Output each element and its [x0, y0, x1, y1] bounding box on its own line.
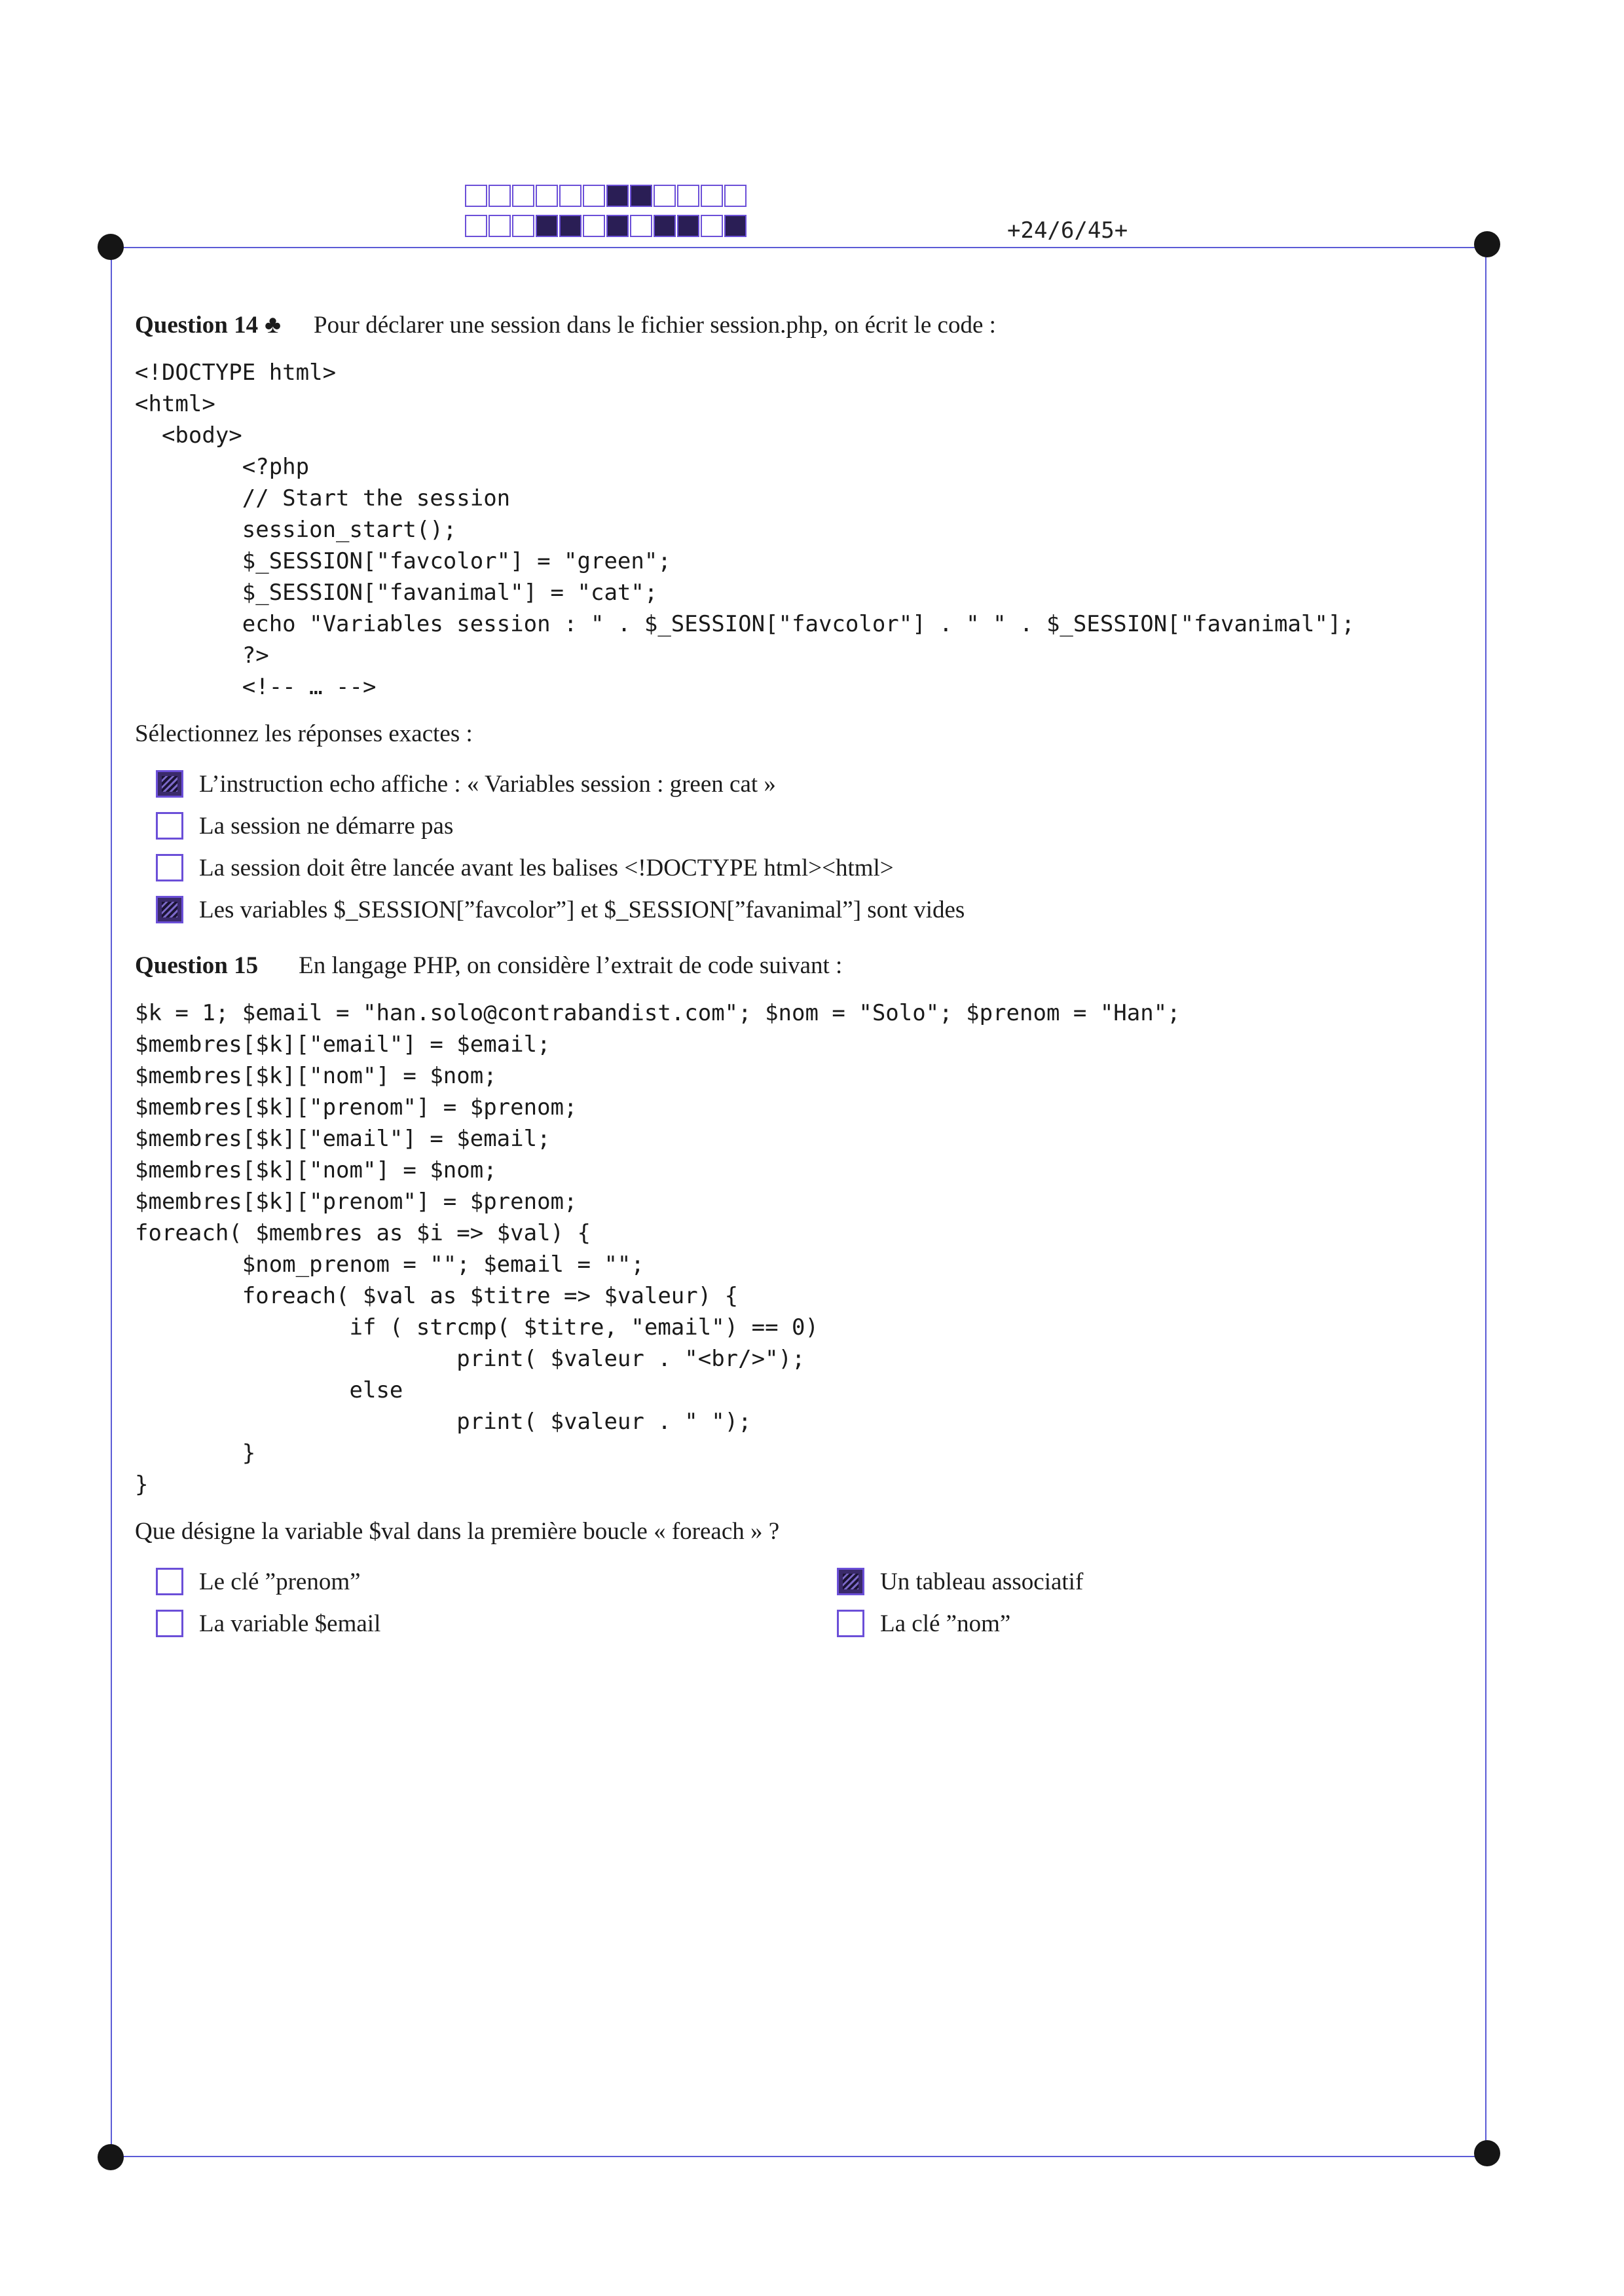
question-15-prompt: Que désigne la variable $val dans la première boucle « foreach » ?	[135, 1518, 780, 1545]
answer-checkbox[interactable]	[837, 1610, 864, 1637]
answer-checkbox[interactable]	[837, 1568, 864, 1595]
answer-option[interactable]	[156, 889, 1477, 931]
frame-top-line	[111, 247, 1486, 248]
corner-mark-top-left	[98, 234, 124, 260]
answer-option[interactable]	[156, 1561, 837, 1602]
id-code-cell	[630, 215, 652, 237]
id-code-cell	[677, 215, 699, 237]
id-code-cell	[606, 215, 629, 237]
question-14-header	[135, 308, 1477, 343]
answer-option[interactable]	[156, 763, 1477, 805]
question-14-label: Question 14	[135, 312, 259, 339]
answer-option[interactable]	[156, 1602, 837, 1644]
corner-mark-top-right	[1474, 231, 1500, 257]
answer-label: La session ne démarre pas	[199, 812, 454, 840]
id-code-cell	[606, 185, 629, 207]
answer-checkbox[interactable]	[156, 770, 183, 798]
id-code-cell	[536, 215, 558, 237]
id-code-grid	[465, 185, 748, 245]
exam-content	[135, 308, 1477, 1644]
page-identifier: +24/6/45+	[1007, 217, 1128, 244]
id-code-cell	[559, 215, 581, 237]
question-15-text: En langage PHP, on considère l’extrait de code suivant :	[299, 952, 843, 979]
answer-checkbox[interactable]	[156, 854, 183, 881]
id-code-cell	[489, 215, 511, 237]
id-code-cell	[559, 185, 581, 207]
answer-label: Le clé ”prenom”	[199, 1568, 361, 1595]
answer-checkbox[interactable]	[156, 1610, 183, 1637]
answer-label: La clé ”nom”	[880, 1610, 1011, 1637]
id-code-row-1	[465, 185, 748, 210]
answer-label: La variable $email	[199, 1610, 381, 1637]
answer-label: Un tableau associatif	[880, 1568, 1084, 1595]
id-code-row-2	[465, 215, 748, 240]
club-icon: ♣	[265, 311, 282, 339]
answer-option[interactable]	[156, 847, 1477, 889]
id-code-cell	[465, 215, 487, 237]
id-code-cell	[654, 215, 676, 237]
answer-option[interactable]	[837, 1602, 1492, 1644]
id-code-cell	[489, 185, 511, 207]
frame-right-line	[1485, 248, 1486, 2155]
id-code-cell	[724, 185, 747, 207]
id-code-cell	[654, 185, 676, 207]
question-15-code: $k = 1; $email = "han.solo@contrabandist.com"; $nom = "Solo"; $prenom = "Han"; $membres[$k]["email"] = $email; $membres[$k]["nom"] = $nom; $membres[$k]["prenom"] = $prenom; $membres[$k]["email"] = $email; $membres[$k]["nom"] = $nom; $membres[$k]["prenom"] = $prenom; foreach( $membres as $i => $val) { $nom_prenom = ""; $email = ""; foreach( $val as $titre => $valeur) { if ( strcmp( $titre, "email") == 0) print( $valeur . "<br/>"); else print( $valeur . " "); } }	[135, 1000, 1181, 1498]
id-code-cell	[583, 185, 605, 207]
question-15-header	[135, 949, 1477, 983]
question-15-label: Question 15	[135, 952, 259, 979]
id-code-cell	[512, 215, 534, 237]
corner-mark-bottom-left	[98, 2144, 124, 2170]
question-14-prompt: Sélectionnez les réponses exactes :	[135, 720, 473, 747]
answer-checkbox[interactable]	[156, 896, 183, 923]
answer-label: La session doit être lancée avant les balises <!DOCTYPE html><html>	[199, 854, 894, 881]
answer-option[interactable]	[156, 805, 1477, 847]
id-code-cell	[701, 185, 723, 207]
question-15-answers	[156, 1561, 1477, 1644]
question-14-text: Pour déclarer une session dans le fichier session.php, on écrit le code :	[314, 312, 996, 339]
answer-option[interactable]	[837, 1561, 1492, 1602]
id-code-cell	[465, 185, 487, 207]
id-code-cell	[724, 215, 747, 237]
id-code-cell	[701, 215, 723, 237]
question-14-answers	[156, 763, 1477, 931]
corner-mark-bottom-right	[1474, 2140, 1500, 2166]
answer-label: Les variables $_SESSION[”favcolor”] et $_SESSION[”favanimal”] sont vides	[199, 896, 965, 923]
frame-bottom-line	[111, 2156, 1486, 2157]
frame-left-line	[111, 248, 112, 2160]
id-code-cell	[630, 185, 652, 207]
answer-checkbox[interactable]	[156, 1568, 183, 1595]
id-code-cell	[512, 185, 534, 207]
id-code-cell	[677, 185, 699, 207]
question-14-code: <!DOCTYPE html> <html> <body> <?php // Start the session session_start(); $_SESSION["favcolor"] = "green"; $_SESSION["favanimal"] = "cat"; echo "Variables session : " . $_SESSION["favcolor"] . " " . $_SESSION["favanimal"]; ?> <!-- … -->	[135, 360, 1355, 700]
answer-checkbox[interactable]	[156, 812, 183, 840]
answer-label: L’instruction echo affiche : « Variables session : green cat »	[199, 770, 776, 798]
id-code-cell	[536, 185, 558, 207]
id-code-cell	[583, 215, 605, 237]
